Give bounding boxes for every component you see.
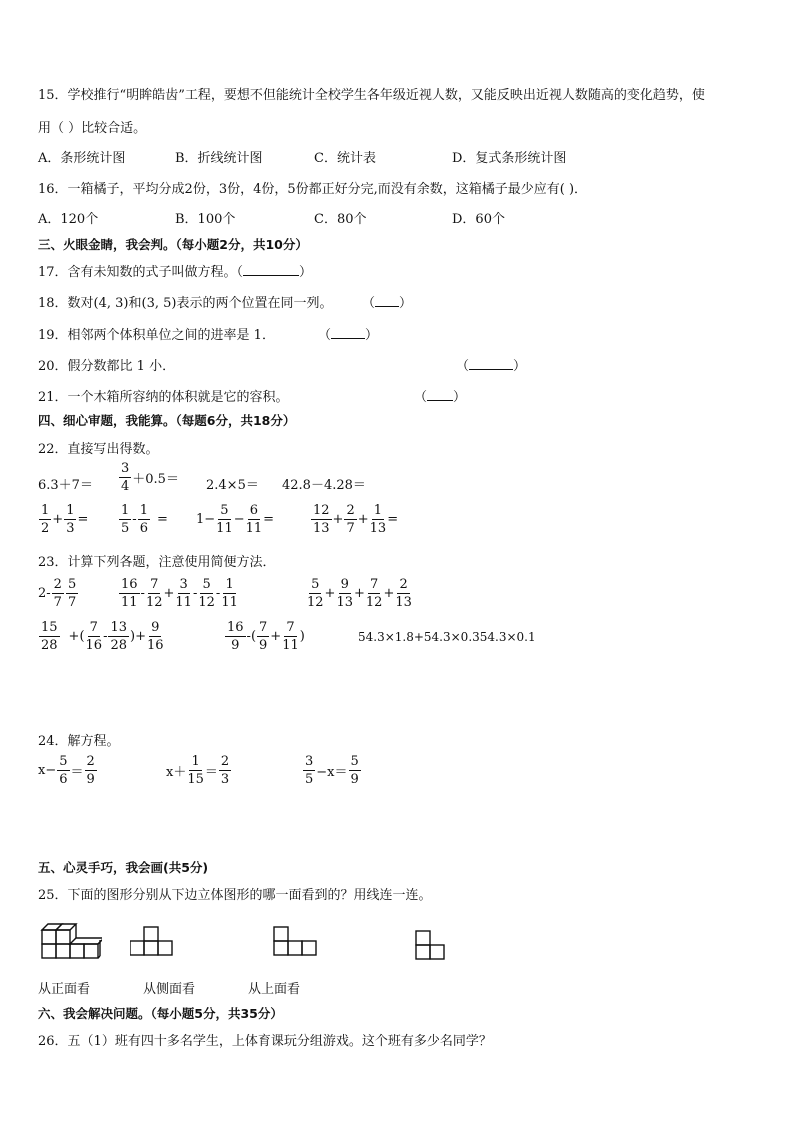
q19-blank[interactable] (331, 326, 365, 339)
q15-option-c: C．统计表 (314, 151, 376, 166)
fraction: $\frac{1}{13}$ (369, 503, 387, 536)
q18-text: 18．数对(4, 3)和(3, 5)表示的两个位置在同一列。 (38, 296, 333, 311)
fraction: $\frac{1}{15}$ (187, 754, 204, 787)
fraction: $\frac{16}{9}$ (227, 620, 244, 653)
section-6-heading: 六、我会解决问题。（每小题5分，共35分） (38, 1006, 283, 1021)
q18-open: （ (362, 296, 376, 311)
q23-expr-6: 54.3×1.8+54.3×0.354.3×0.1 (358, 630, 536, 644)
q22-r1-b: $\frac{3}{4}$ ＋0.5＝ (121, 461, 179, 494)
fraction: $\frac{1}{3}$ (66, 503, 75, 536)
q24-eq-1: x− $\frac{5}{6}$ ＝ $\frac{2}{9}$ (38, 754, 95, 787)
q25-label-front: 从正面看 (38, 982, 91, 997)
fraction: $\frac{5}{12}$ (307, 577, 324, 610)
q22-r1-a: 6.3＋7＝ (38, 478, 93, 493)
fraction: $\frac{13}{28}$ (110, 620, 128, 653)
q15-line1: 15．学校推行“明眸皓齿”工程，要想不但能统计全校学生各年级近视人数，又能反映出近视人数随高的变化趋势，使 (38, 88, 705, 103)
fraction: $\frac{2}{7}$ (346, 503, 355, 536)
fraction: $\frac{2}{13}$ (395, 577, 412, 610)
q20-blank[interactable] (469, 357, 513, 370)
fraction: $\frac{7}{12}$ (145, 577, 163, 610)
q19-open: （ (318, 328, 332, 343)
fraction: $\frac{6}{11}$ (245, 503, 263, 536)
fraction: $\frac{1}{11}$ (221, 577, 238, 610)
q23-expr-5: $\frac{16}{9}$ -( $\frac{7}{9}$ + $\frac{7}{11}$ ) (227, 620, 305, 653)
q23-expr-1: 2- $\frac{2}{7}$ $\frac{5}{7}$ (38, 577, 77, 610)
q15-option-d: D．复式条形统计图 (452, 151, 567, 166)
fraction: $\frac{3}{4}$ (121, 461, 130, 494)
q20-open: （ (456, 359, 470, 374)
fraction: $\frac{2}{7}$ (53, 577, 62, 610)
q23-expr-4: $\frac{15}{28}$ +( $\frac{7}{16}$ - $\frac{13}{28}$ )+ $\frac{9}{16}$ (41, 620, 164, 653)
q16-text: 16．一箱橘子，平均分成2份，3份，4份，5份都正好分完,而没有余数，这箱橘子最少应有( )． (38, 182, 588, 197)
q16-option-b: B．100个 (175, 212, 236, 227)
q18-answer (362, 292, 412, 311)
view-figure-1 (130, 924, 174, 960)
q16-option-d: D．60个 (452, 212, 505, 227)
q22-r1-d: 42.8－4.28＝ (282, 478, 366, 493)
q22-r2-d: $\frac{12}{13}$ + $\frac{2}{7}$ + $\frac{1}{13}$ = (313, 503, 399, 536)
fraction: $\frac{9}{13}$ (336, 577, 353, 610)
q20-answer (456, 355, 526, 374)
q22-r2-c: 1− $\frac{5}{11}$ − $\frac{6}{11}$ = (196, 503, 275, 536)
q22-r2-b: $\frac{1}{5}$ - $\frac{1}{6}$ = (121, 503, 168, 536)
q15-option-b: B．折线统计图 (175, 151, 263, 166)
fraction: $\frac{1}{6}$ (139, 503, 148, 536)
q15-option-a: A．条形统计图 (38, 151, 126, 166)
section-4-heading: 四、细心审题，我能算。（每题6分，共18分） (38, 413, 296, 428)
section-5-heading: 五、心灵手巧，我会画(共5分) (38, 860, 209, 875)
fraction: $\frac{5}{6}$ (59, 754, 68, 787)
fraction: $\frac{5}{12}$ (198, 577, 215, 610)
q21-text: 21．一个木箱所容纳的体积就是它的容积。 (38, 390, 289, 405)
q17-item (38, 261, 312, 280)
fraction: $\frac{5}{11}$ (216, 503, 233, 536)
q16-option-c: C．80个 (314, 212, 367, 227)
fraction: $\frac{3}{5}$ (305, 754, 314, 787)
fraction: $\frac{7}{16}$ (85, 620, 103, 653)
q25-title: 25．下面的图形分别从下边立体图形的哪一面看到的？用线连一连。 (38, 888, 432, 903)
q24-title: 24．解方程。 (38, 734, 120, 749)
view-figure-2 (273, 924, 319, 960)
solid-figure-image (40, 920, 102, 962)
view-figure-3 (415, 928, 447, 966)
q23-title: 23．计算下列各题，注意使用简便方法． (38, 555, 276, 570)
q25-label-side: 从侧面看 (143, 982, 196, 997)
q20-close: ） (513, 359, 527, 374)
q23-expr-2: $\frac{16}{11}$ - $\frac{7}{12}$ + $\frac{3}{11}$ - $\frac{5}{12}$ - $\frac{1}{11}$ (121, 577, 238, 610)
q17-close: ） (299, 265, 313, 280)
q18-blank[interactable] (375, 294, 399, 307)
q23-expr-3: $\frac{5}{12}$ + $\frac{9}{13}$ + $\frac{7}{12}$ + $\frac{2}{13}$ (307, 577, 412, 610)
q26-text: 26．五（1）班有四十多名学生，上体育课玩分组游戏。这个班有多少名同学？ (38, 1034, 492, 1049)
q19-text: 19．相邻两个体积单位之间的进率是 1． (38, 328, 275, 343)
fraction: $\frac{15}{28}$ (41, 620, 58, 653)
q22-title: 22．直接写出得数。 (38, 442, 159, 457)
q19-close: ） (365, 328, 379, 343)
q17-text: 17．含有未知数的式子叫做方程。（ (38, 265, 244, 280)
q22-r2-a: $\frac{1}{2}$ + $\frac{1}{3}$ = (41, 503, 89, 536)
fraction: $\frac{16}{11}$ (121, 577, 138, 610)
fraction: $\frac{7}{11}$ (282, 620, 299, 653)
q19-answer (318, 324, 378, 343)
section-3-heading: 三、火眼金睛，我会判。（每小题2分，共10分） (38, 237, 308, 252)
q18-close: ） (399, 296, 413, 311)
fraction: $\frac{5}{9}$ (350, 754, 359, 787)
fraction: $\frac{3}{11}$ (175, 577, 192, 610)
fraction: $\frac{12}{13}$ (313, 503, 330, 536)
fraction: $\frac{2}{3}$ (220, 754, 230, 787)
fraction: $\frac{5}{7}$ (67, 577, 77, 610)
fraction: $\frac{1}{2}$ (41, 503, 50, 536)
q17-blank[interactable] (243, 263, 299, 276)
q21-answer (414, 386, 466, 405)
q21-blank[interactable] (427, 388, 453, 401)
q20-text: 20．假分数都比 1 小． (38, 359, 176, 374)
fraction: $\frac{9}{16}$ (146, 620, 164, 653)
fraction: $\frac{7}{12}$ (365, 577, 383, 610)
q21-close: ） (453, 390, 467, 405)
q15-line2: 用（ ）比较合适。 (38, 121, 147, 136)
fraction: $\frac{1}{5}$ (121, 503, 130, 536)
q24-eq-3: $\frac{3}{5}$ −x＝ $\frac{5}{9}$ (305, 754, 359, 787)
fraction: $\frac{7}{9}$ (259, 620, 268, 653)
q22-r1-c: 2.4×5＝ (206, 478, 259, 493)
q24-eq-2: x＋ $\frac{1}{15}$ ＝ $\frac{2}{3}$ (166, 754, 230, 787)
q25-label-top: 从上面看 (248, 982, 301, 997)
q16-option-a: A．120个 (38, 212, 99, 227)
q21-open: （ (414, 390, 428, 405)
fraction: $\frac{2}{9}$ (86, 754, 95, 787)
